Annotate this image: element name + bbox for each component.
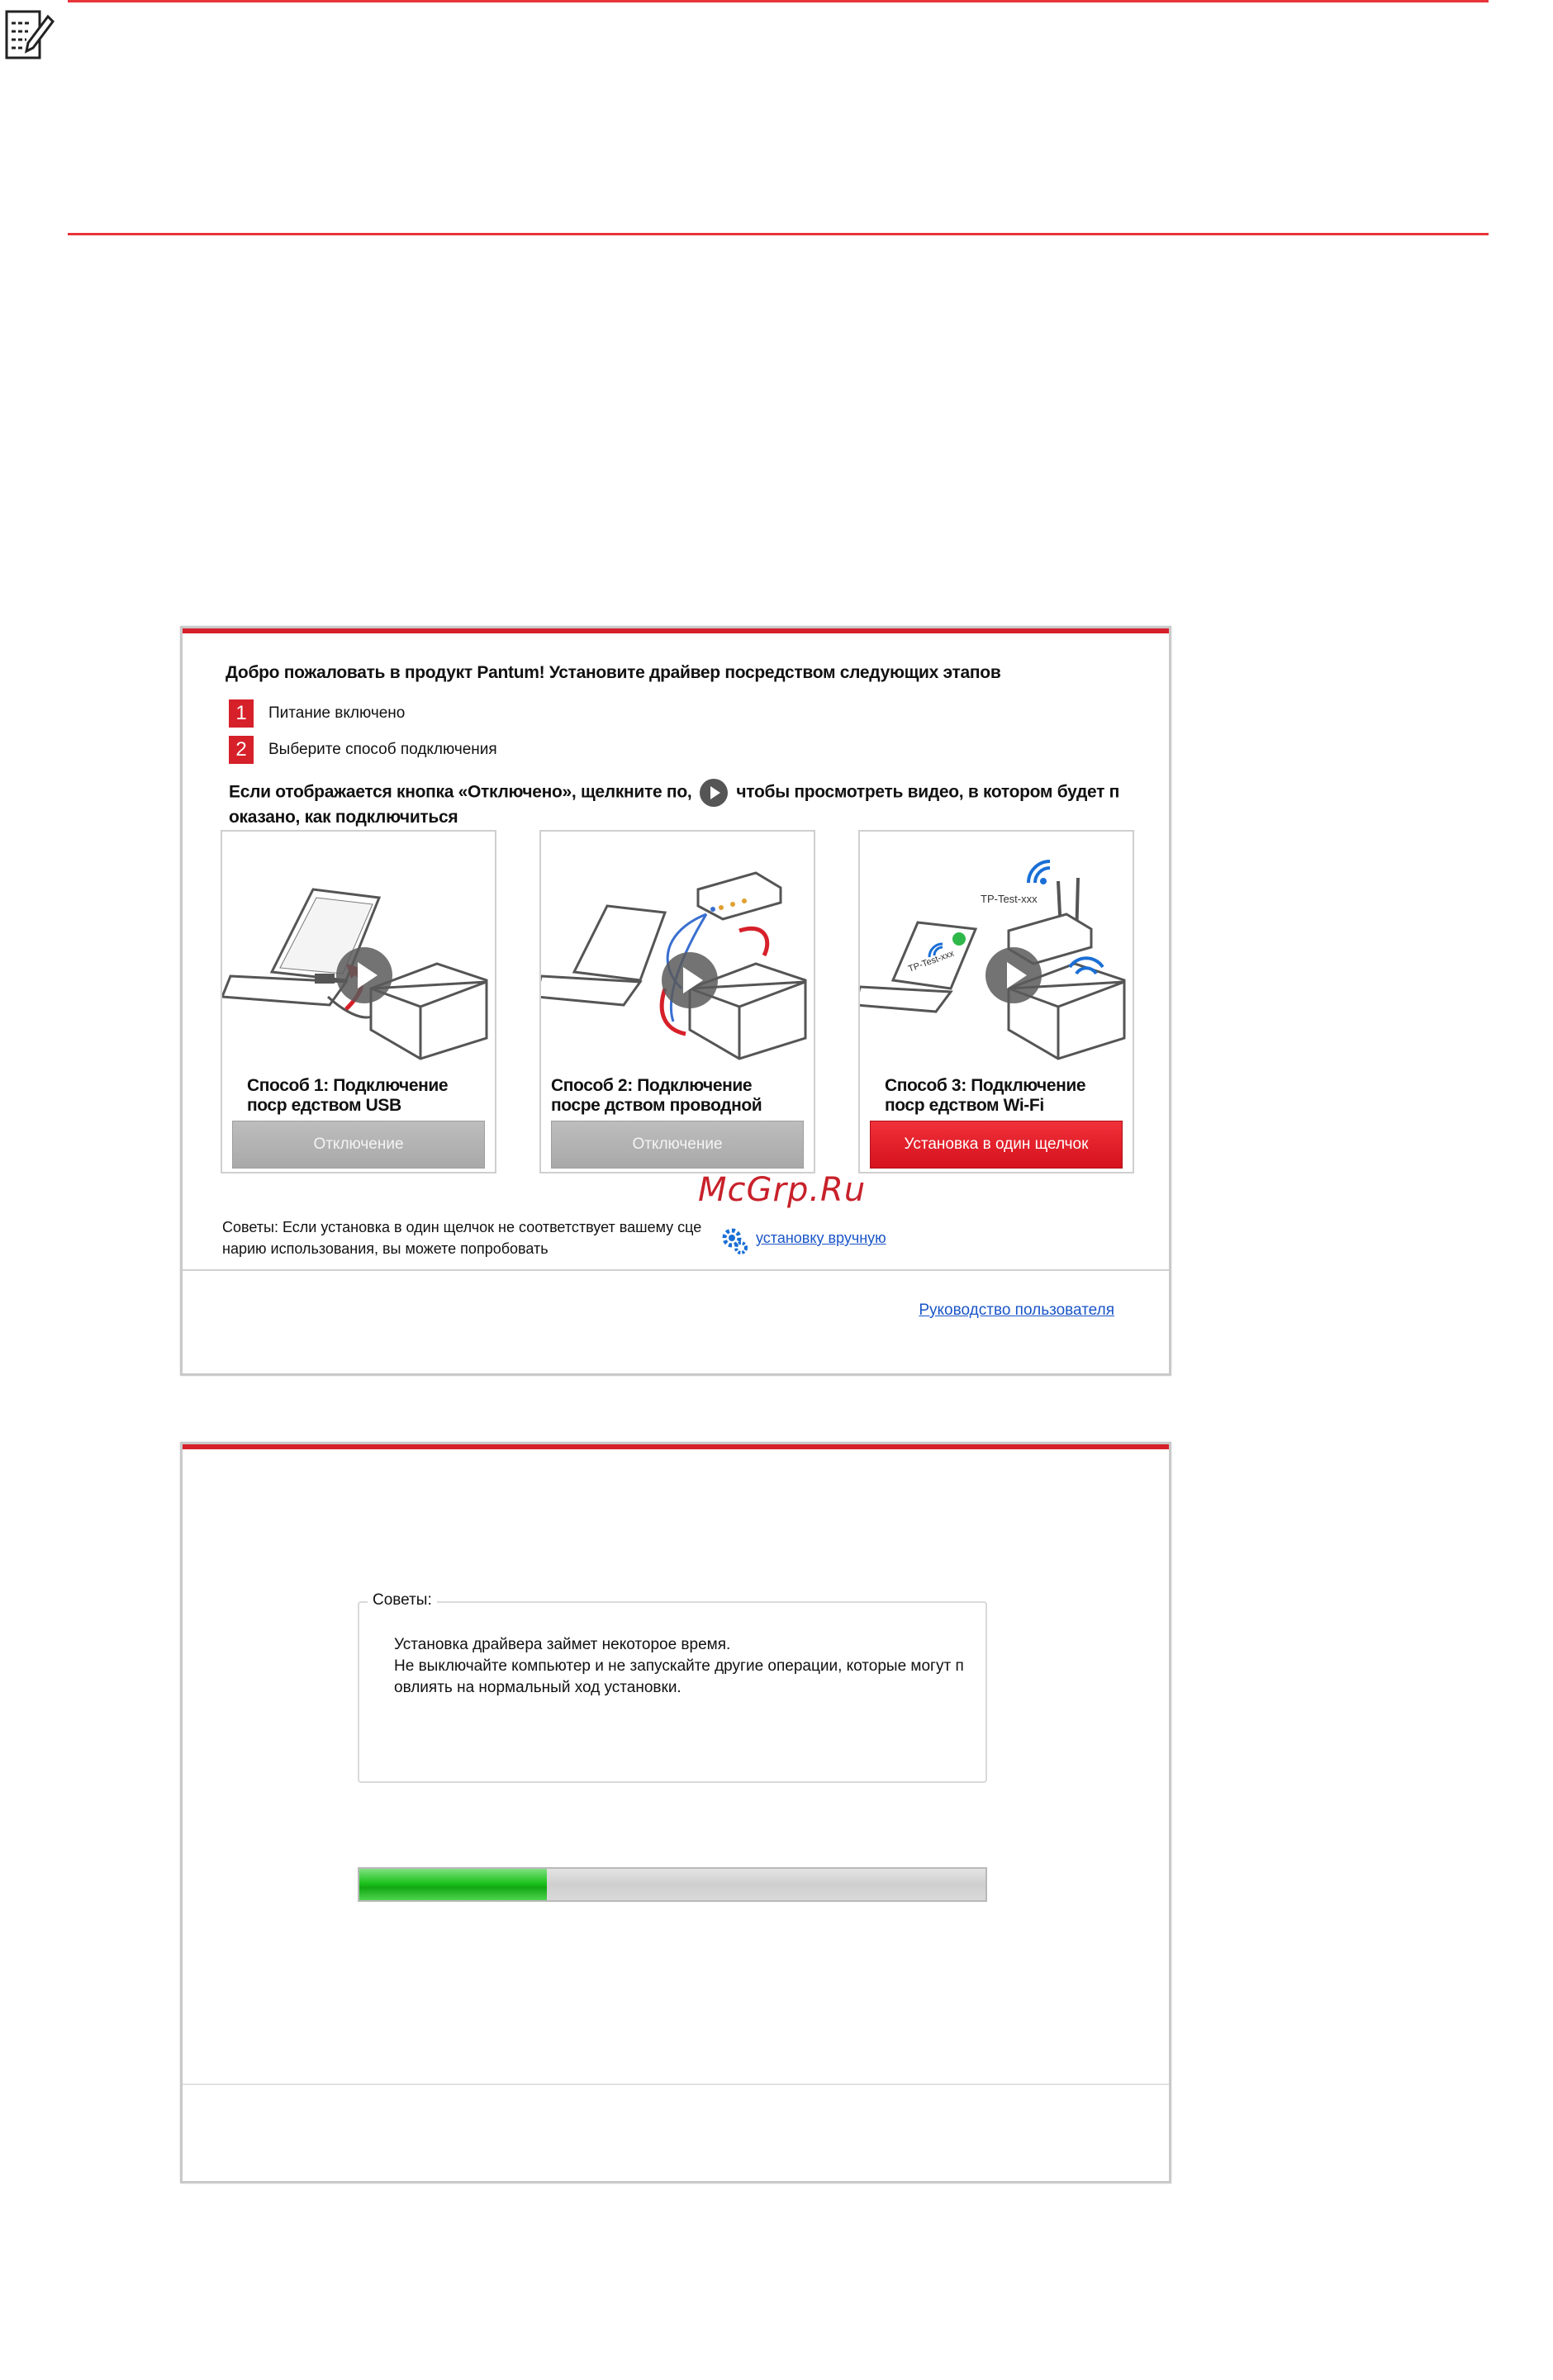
step-2 xyxy=(229,736,497,764)
step-1 xyxy=(229,699,405,728)
note-bottom-rule xyxy=(68,233,1489,235)
method-label: Способ 1: Подключение поср едством USB xyxy=(247,1076,449,1115)
wired-disabled-button[interactable]: Отключение xyxy=(551,1121,804,1169)
step-label: Питание включено xyxy=(268,704,406,722)
watermark-text: McGrp.Ru xyxy=(698,1171,867,1209)
wifi-ssid-top: TP-Test-xxx xyxy=(981,893,1038,905)
window-accent-bar xyxy=(183,1444,1169,1449)
wifi-connection-illustration xyxy=(860,832,1133,1063)
method-card-usb xyxy=(221,830,496,1173)
tips-title: Советы: xyxy=(368,1591,437,1610)
play-video-button-wifi[interactable] xyxy=(985,947,1042,1003)
installer-window-method-select xyxy=(180,626,1171,1376)
tips-group-box xyxy=(358,1591,987,1783)
gear-icon xyxy=(721,1226,748,1254)
one-click-install-button[interactable]: Установка в один щелчок xyxy=(870,1121,1123,1169)
tips-text: Советы: Если установка в один щелчок не соответствует вашему сце нарию использования, вы можете попробовать xyxy=(222,1219,702,1257)
play-video-button-wired[interactable] xyxy=(662,952,718,1008)
step-number: 1 xyxy=(229,699,254,728)
note-icon xyxy=(3,5,55,63)
method-card-wired xyxy=(539,830,815,1173)
tips-line: Установка драйвера займет некоторое время. xyxy=(394,1636,731,1653)
welcome-title: Добро пожаловать в продукт Pantum! Установите драйвер посредством следующих этапов xyxy=(226,663,1001,682)
footer-divider xyxy=(183,2084,1169,2085)
tips-body xyxy=(394,1634,972,1699)
play-video-button-usb[interactable] xyxy=(336,947,392,1003)
method-label: Способ 3: Подключение поср едством Wi-Fi xyxy=(885,1076,1086,1115)
manual-install-link[interactable]: установку вручную xyxy=(756,1230,886,1246)
progress-fill xyxy=(359,1869,547,1900)
wired-connection-illustration xyxy=(541,832,814,1063)
play-icon xyxy=(700,779,728,807)
hint-text-before: Если отображается кнопка «Отключено», щелкните по, xyxy=(229,782,692,802)
window-accent-bar xyxy=(183,628,1169,633)
step-number: 2 xyxy=(229,736,254,764)
footer-divider xyxy=(183,1269,1169,1271)
installer-window-progress xyxy=(180,1442,1171,2183)
method-card-wifi xyxy=(858,830,1134,1173)
user-guide-link[interactable]: Руководство пользователя xyxy=(919,1301,1114,1319)
method-label: Способ 2: Подключение посре дством проводной xyxy=(551,1076,762,1115)
step-label: Выберите способ подключения xyxy=(268,741,497,758)
tips-line: овлиять на нормальный ход установки. xyxy=(394,1679,682,1696)
hint-text-after: чтобы просмотреть видео, в котором будет п оказано, как подключиться xyxy=(229,782,1119,827)
video-hint xyxy=(229,779,1121,828)
usb-disabled-button[interactable]: Отключение xyxy=(232,1121,485,1169)
top-rule xyxy=(68,0,1489,2)
tips-line: Не выключайте компьютер и не запускайте другие операции, которые могут п xyxy=(394,1657,964,1675)
install-progress-bar xyxy=(358,1867,987,1902)
wifi-ssid-laptop: TP-Test-xxx xyxy=(906,948,956,974)
